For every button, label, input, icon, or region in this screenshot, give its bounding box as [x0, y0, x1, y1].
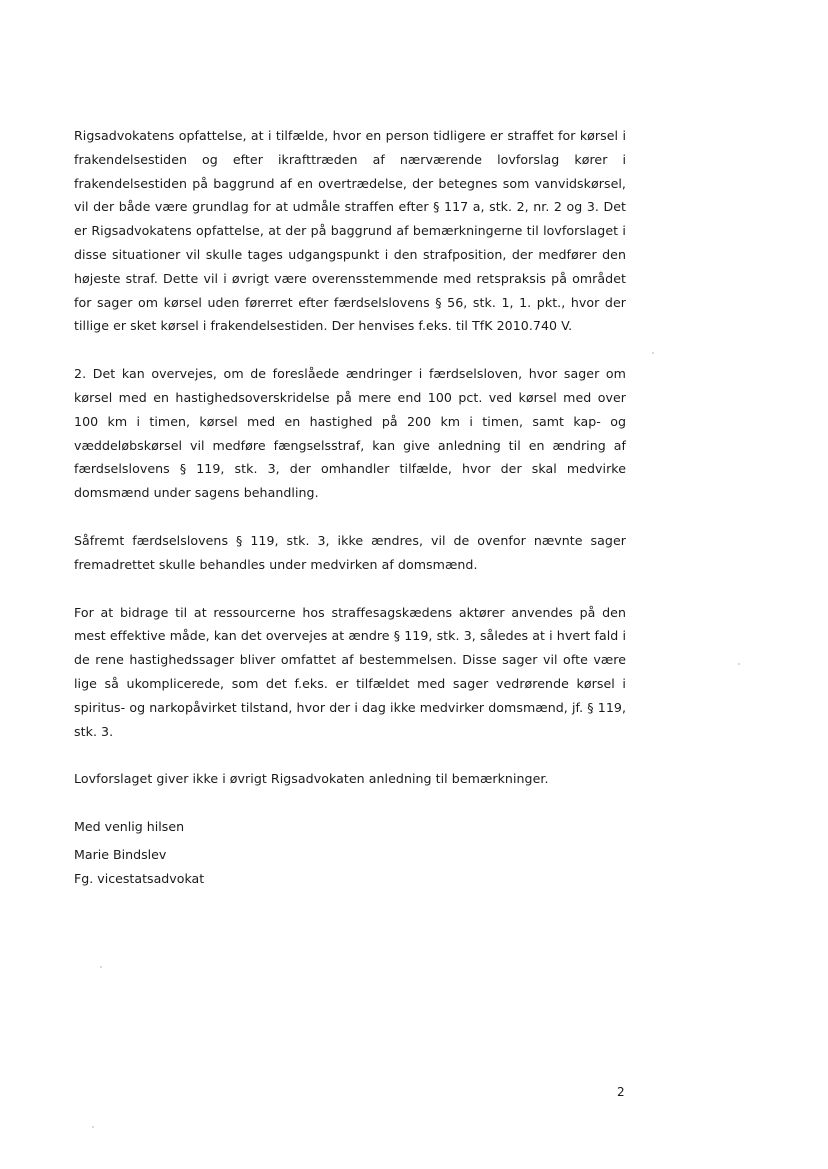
paragraph-point-2: 2. Det kan overvejes, om de foreslåede ændringer i færdselsloven, hvor sager om kørsel med en hastighedsoverskridelse på mere end 100 pct. ved kørsel med over 100 km i timen, kørsel med en hastighed på 200 km i timen, samt kap- og væddeløbskørsel vil medføre fængselsstraf, kan give anledning til en ændring af færdselslovens § 119, stk. 3, der omhandler tilfælde, hvor der skal medvirke domsmænd under sagens behandling.	[74, 366, 626, 501]
paragraph-ressourcer: For at bidrage til at ressourcerne hos straffesagskædens aktører anvendes på den mest effektive måde, kan det overvejes at ændre § 119, stk. 3, således at i hvert fald i de rene hastighedssager bliver omfattet af bestemmelsen. Disse sager vil ofte være lige så ukomplicerede, som det f.eks. er tilfældet med sager vedrørende kørsel i spiritus- og narkopåvirket tilstand, hvor der i dag ikke medvirker domsmænd, jf. § 119, stk. 3.	[74, 604, 626, 739]
scan-speck	[100, 966, 102, 968]
paragraph-rigsadvokat-opfattelse: Rigsadvokatens opfattelse, at i tilfælde, hvor en person tidligere er straffet for kørsel i frakendelsestiden og efter ikrafttræden af nærværende lovforslag kører i frakendelsestiden på baggrund af en overtrædelse, der betegnes som vanvidskørsel, vil der både være grundlag for at udmåle straffen efter § 117 a, stk. 2, nr. 2 og 3. Det er Rigsadvokatens opfattelse, at der på baggrund af bemærkningerne til lovforslaget i disse situationer vil skulle tages udgangspunkt i den strafposition, der medfører den højeste straf. Dette vil i øvrigt være overensstemmende med retspraksis på området for sager om kørsel uden førerret efter færdselslovens § 56, stk. 1, 1. pkt., hvor der tillige er sket kørsel i frakendelsestiden. Der henvises f.eks. til TfK 2010.740 V.	[74, 128, 626, 334]
scan-speck	[92, 1126, 94, 1128]
paragraph-no-further-remarks: Lovforslaget giver ikke i øvrigt Rigsadvokaten anledning til bemærkninger.	[74, 771, 549, 787]
scan-speck	[738, 663, 740, 665]
page-number: 2	[617, 1085, 625, 1099]
paragraph-domsmaend: Såfremt færdselslovens § 119, stk. 3, ikke ændres, vil de ovenfor nævnte sager fremadrettet skulle behandles under medvirken af domsmænd.	[74, 532, 626, 572]
signatory-title: Fg. vicestatsadvokat	[74, 871, 205, 886]
signature-block	[74, 843, 204, 891]
signatory-name: Marie Bindslev	[74, 847, 167, 862]
letter-body	[74, 124, 626, 839]
closing-greeting: Med venlig hilsen	[74, 819, 185, 835]
scan-speck	[652, 352, 654, 354]
